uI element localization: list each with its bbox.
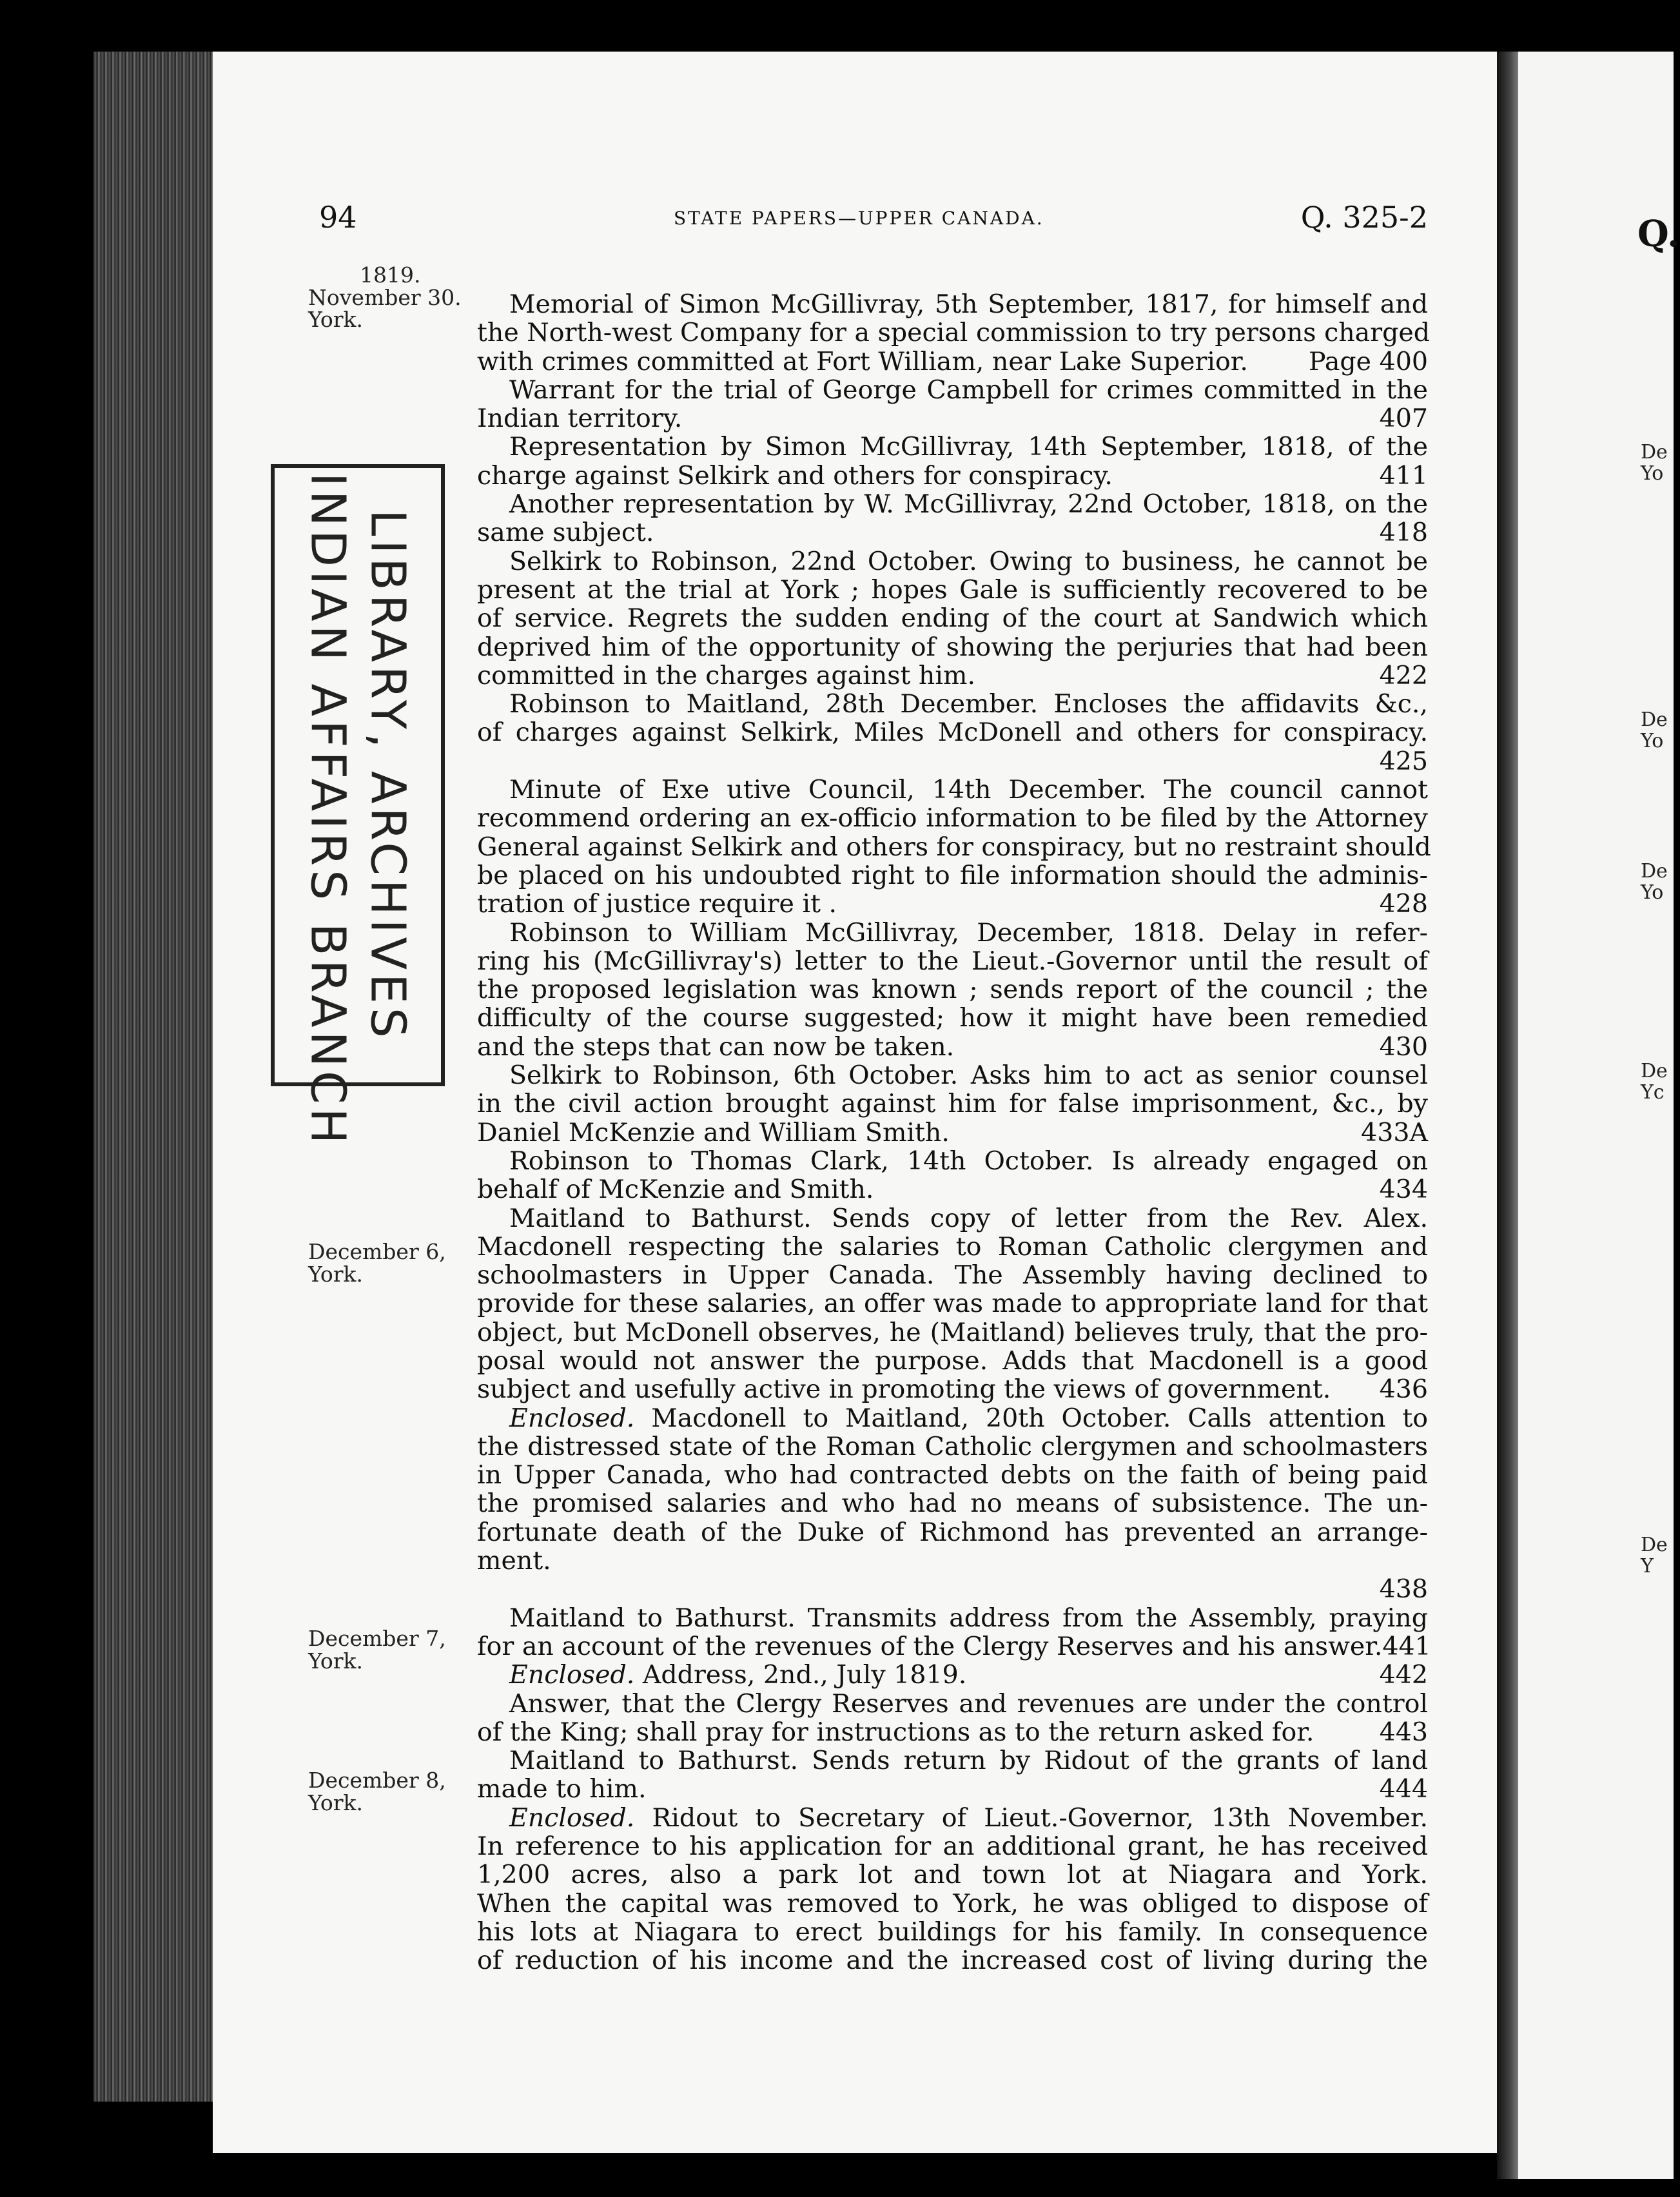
page-reference: 425 <box>1379 746 1428 776</box>
page-reference: 442 <box>1379 1660 1428 1690</box>
text-line: the proposed legislation was known ; sends report of the council ; the <box>477 975 1428 1005</box>
page-reference: 444 <box>1379 1774 1428 1804</box>
facing-page-header: Q. <box>1637 213 1680 255</box>
text-line: made to him. 444 <box>477 1774 1428 1804</box>
text-line: 1,200 acres, also a park lot and town lot at Niagara and York. <box>477 1860 1428 1890</box>
facing-margin-note: De Yc <box>1641 1060 1668 1104</box>
text-line: and the steps that can now be taken. 430 <box>477 1031 1428 1062</box>
text-line: the North-west Company for a special commission to try persons charged <box>477 318 1431 348</box>
stamp-line-1: LIBRARY, ARCHIVES <box>360 509 416 1042</box>
text-line: of charges against Selkirk, Miles McDonell and others for conspiracy. <box>477 718 1428 748</box>
text-line: his lots at Niagara to erect buildings for his family. In consequence <box>477 1917 1428 1947</box>
text-line: deprived him of the opportunity of showing the perjuries that had been <box>477 632 1428 662</box>
text-line: ment. <box>477 1546 551 1576</box>
text-line: posal would not answer the purpose. Adds that Macdonell is a good <box>477 1345 1428 1376</box>
text-line: Another representation by W. McGillivray, 22nd October, 1818, on the <box>509 489 1428 520</box>
text-line: Selkirk to Robinson, 6th October. Asks him to act as senior counsel <box>509 1060 1428 1091</box>
text-line: difficulty of the course suggested; how it might have been remedied <box>477 1003 1428 1033</box>
text-line: Memorial of Simon McGillivray, 5th September, 1817, for himself and <box>509 289 1428 319</box>
page-reference: 422 <box>1379 660 1428 690</box>
text-line: Answer, that the Clergy Reserves and revenues are under the control <box>509 1688 1428 1719</box>
text-line: Maitland to Bathurst. Transmits address from the Assembly, praying <box>509 1603 1428 1633</box>
book-page-edges <box>93 52 213 2102</box>
facing-margin-note: De Yo <box>1641 860 1668 904</box>
text-line: Indian territory. 407 <box>477 404 1428 434</box>
text-line: In reference to his application for an additional grant, he has received <box>477 1831 1428 1862</box>
page-number: 94 <box>319 200 357 235</box>
text-line: Macdonell respecting the salaries to Roman Catholic clergymen and <box>477 1231 1428 1262</box>
text-line: tration of justice require it . 428 <box>477 889 1428 919</box>
text-line: General against Selkirk and others for conspiracy, but no restraint should <box>477 832 1431 862</box>
text-line: Minute of Exe utive Council, 14th December. The council cannot <box>509 775 1428 805</box>
facing-margin-note: De Yo <box>1641 708 1668 752</box>
page-reference: 430 <box>1379 1031 1428 1062</box>
enclosed-label: Enclosed. <box>509 1403 635 1433</box>
page-reference: 434 <box>1379 1175 1428 1205</box>
text-line: Enclosed. Address, 2nd., July 1819. 442 <box>509 1660 1428 1690</box>
text-line: subject and usefully active in promoting the views of government. 436 <box>477 1374 1428 1405</box>
running-title: STATE PAPERS—UPPER CANADA. <box>674 208 1044 229</box>
text-line: present at the trial at York ; hopes Gale is sufficiently recovered to be <box>477 574 1428 605</box>
margin-date: December 6, York. <box>308 1239 446 1287</box>
text-line: fortunate death of the Duke of Richmond has prevented an arrange- <box>477 1517 1428 1547</box>
page-reference: 407 <box>1379 404 1428 434</box>
text-line: committed in the charges against him. 422 <box>477 660 1428 690</box>
page-reference: 428 <box>1379 889 1428 919</box>
margin-date: December 8, York. <box>308 1768 446 1815</box>
text-line: Enclosed. Ridout to Secretary of Lieut.-Governor, 13th November. <box>509 1802 1428 1833</box>
text-line: the promised salaries and who had no means of subsistence. The un- <box>477 1489 1428 1519</box>
text-line: Robinson to William McGillivray, December, 1818. Delay in refer- <box>509 917 1428 948</box>
page-reference: 443 <box>1379 1717 1428 1747</box>
stamp-line-2: INDIAN AFFAIRS BRANCH <box>300 472 356 1147</box>
text-line: of the King; shall pray for instructions as to the return asked for. 443 <box>477 1717 1428 1747</box>
text-line: of reduction of his income and the increased cost of living during the <box>477 1946 1428 1976</box>
facing-margin-note: De Yo <box>1641 441 1668 485</box>
text-line: provide for these salaries, an offer was made to appropriate land for that <box>477 1289 1428 1319</box>
text-line: behalf of McKenzie and Smith. 434 <box>477 1175 1428 1205</box>
text-line: in the civil action brought against him for false imprisonment, &c., by <box>477 1089 1428 1119</box>
text-line: Selkirk to Robinson, 22nd October. Owing to business, he cannot be <box>509 546 1428 576</box>
text-line: same subject. 418 <box>477 518 1428 548</box>
text-line: in Upper Canada, who had contracted debts on the faith of being paid <box>477 1460 1428 1490</box>
volume-reference: Q. 325-2 <box>1300 200 1428 235</box>
facing-margin-note: De Y <box>1641 1534 1668 1577</box>
text-line: the distressed state of the Roman Catholic clergymen and schoolmasters <box>477 1431 1428 1461</box>
page-reference: 433A <box>1361 1117 1428 1147</box>
page-reference: 411 <box>1379 460 1428 491</box>
page-reference: Page 400 <box>1309 346 1428 376</box>
text-line: of service. Regrets the sudden ending of the court at Sandwich which <box>477 603 1428 634</box>
text-line: for an account of the revenues of the Clergy Reserves and his answer. 441 <box>477 1631 1431 1661</box>
library-stamp <box>271 464 445 1147</box>
scan-background <box>0 0 97 2197</box>
enclosed-label: Enclosed. <box>509 1660 635 1690</box>
page-reference: 441 <box>1382 1631 1431 1661</box>
text-line: ring his (McGillivray's) letter to the Lieut.-Governor until the result of <box>477 946 1428 976</box>
text-line: Maitland to Bathurst. Sends return by Ridout of the grants of land <box>509 1746 1428 1776</box>
facing-page <box>1518 52 1680 2179</box>
text-line: Maitland to Bathurst. Sends copy of letter from the Rev. Alex. <box>509 1203 1428 1233</box>
text-line: Enclosed. Macdonell to Maitland, 20th October. Calls attention to <box>509 1403 1428 1433</box>
text-line: When the capital was removed to York, he was obliged to dispose of <box>477 1888 1428 1919</box>
text-line: schoolmasters in Upper Canada. The Assembly having declined to <box>477 1260 1428 1291</box>
text-line: recommend ordering an ex-officio information to be filed by the Attorney <box>477 803 1428 834</box>
running-header <box>319 200 1428 245</box>
text-line: be placed on his undoubted right to file information should the adminis- <box>477 860 1428 890</box>
text-line: charge against Selkirk and others for conspiracy. 411 <box>477 460 1428 491</box>
text-line: Robinson to Thomas Clark, 14th October. Is already engaged on <box>509 1146 1428 1176</box>
text-line: Daniel McKenzie and William Smith. 433A <box>477 1117 1428 1147</box>
text-line: Representation by Simon McGillivray, 14th September, 1818, of the <box>509 432 1428 462</box>
calendar-entries <box>477 289 1431 1976</box>
text-line: with crimes committed at Fort William, near Lake Superior. Page 400 <box>477 346 1428 376</box>
page-reference: 418 <box>1379 518 1428 548</box>
text-line: Robinson to Maitland, 28th December. Encloses the affidavits &c., <box>509 689 1428 719</box>
enclosed-label: Enclosed. <box>509 1802 635 1833</box>
text-line: Warrant for the trial of George Campbell for crimes committed in the <box>509 375 1428 405</box>
page-reference: 438 <box>1379 1574 1428 1605</box>
page-reference: 436 <box>1379 1374 1428 1405</box>
margin-date: 1819. November 30. York. <box>308 262 462 333</box>
margin-date: December 7, York. <box>308 1626 446 1674</box>
text-line: object, but McDonell observes, he (Maitland) believes truly, that the pro- <box>477 1317 1428 1347</box>
